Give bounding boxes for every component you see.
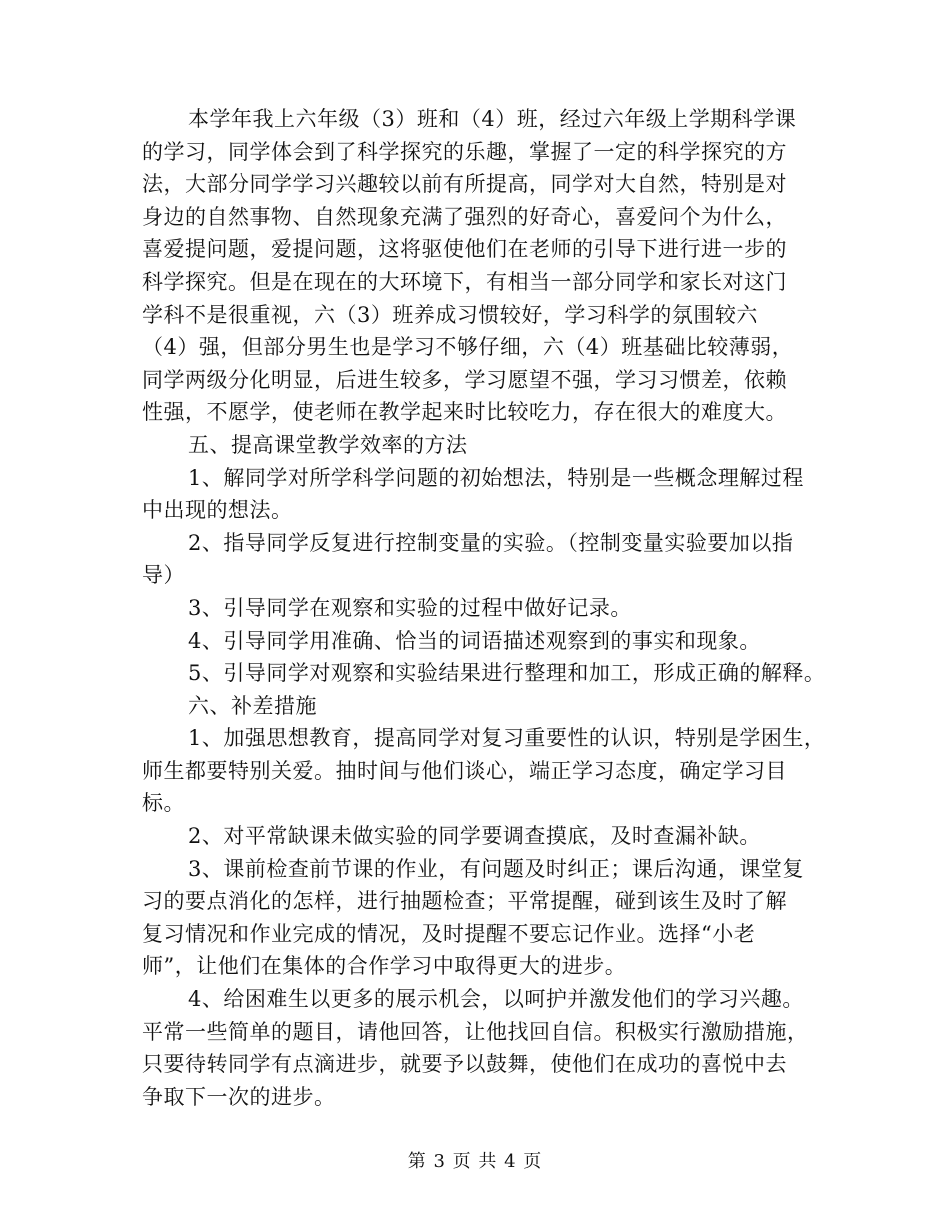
text-line: 5、引导同学对观察和实验结果进行整理和加工，形成正确的解释。 xyxy=(188,661,826,686)
class-situation-paragraph xyxy=(142,103,832,429)
text-line: 师”，让他们在集体的合作学习中取得更大的进步。 xyxy=(142,954,627,979)
text-line: 本学年我上六年级（3）班和（4）班，经过六年级上学期科学课 xyxy=(188,107,797,131)
section-six-heading xyxy=(142,690,832,723)
text-line: 习的要点消化的怎样，进行抽题检查；平常提醒，碰到该生及时了解 xyxy=(142,889,787,914)
method-item-5 xyxy=(142,657,832,690)
remedial-item-3 xyxy=(142,853,832,983)
method-item-4 xyxy=(142,625,832,658)
text-line: 法，大部分同学学习兴趣较以前有所提高，同学对大自然，特别是对 xyxy=(142,172,787,197)
text-line: 喜爱提问题，爱提问题，这将驱使他们在老师的引导下进行进一步的 xyxy=(142,237,787,262)
text-line: 六、补差措施 xyxy=(188,693,317,718)
text-line: 1、加强思想教育，提高同学对复习重要性的认识，特别是学困生， xyxy=(188,726,826,751)
text-line: 2、对平常缺课未做实验的同学要调查摸底，及时查漏补缺。 xyxy=(188,824,761,849)
remedial-item-1 xyxy=(142,722,832,820)
text-line: 只要待转同学有点滴进步，就要予以鼓舞，使他们在成功的喜悦中去 xyxy=(142,1052,787,1077)
text-line: 的学习，同学体会到了科学探究的乐趣，掌握了一定的科学探究的方 xyxy=(142,139,787,164)
text-line: 3、引导同学在观察和实验的过程中做好记录。 xyxy=(188,595,632,620)
method-item-1 xyxy=(142,462,832,527)
text-line: 师生都要特别关爱。抽时间与他们谈心，端正学习态度，确定学习目 xyxy=(142,758,787,783)
text-line: 性强，不愿学，使老师在教学起来时比较吃力，存在很大的难度大。 xyxy=(142,400,787,425)
page-number-footer: 第 3 页 共 4 页 xyxy=(407,1151,543,1172)
text-line: 科学探究。但是在现在的大环境下，有相当一部分同学和家长对这门 xyxy=(142,269,787,294)
remedial-item-4 xyxy=(142,983,832,1113)
text-line: 同学两级分化明显，后进生较多，学习愿望不强，学习习惯差，依赖 xyxy=(142,367,787,392)
document-body xyxy=(142,103,832,1113)
section-five-heading xyxy=(142,429,832,462)
remedial-item-2 xyxy=(142,820,832,853)
text-line: 争取下一次的进步。 xyxy=(142,1084,336,1109)
text-line: 3、课前检查前节课的作业，有问题及时纠正；课后沟通，课堂复 xyxy=(188,856,804,881)
text-line: 4、引导同学用准确、恰当的词语描述观察到的事实和现象。 xyxy=(188,628,761,653)
text-line: 平常一些简单的题目，请他回答，让他找回自信。积极实行激励措施， xyxy=(142,1019,809,1044)
text-line: 中出现的想法。 xyxy=(142,498,293,523)
text-line: 五、提高课堂教学效率的方法 xyxy=(188,432,468,457)
text-line: 身边的自然事物、自然现象充满了强烈的好奇心，喜爱问个为什么， xyxy=(142,204,787,229)
text-line: 学科不是很重视，六（3）班养成习惯较好，学习科学的氛围较六 xyxy=(142,302,758,327)
text-line: 4、给困难生以更多的展示机会，以呵护并激发他们的学习兴趣。 xyxy=(188,987,804,1012)
text-line: 标。 xyxy=(142,791,185,816)
text-line: （4）强，但部分男生也是学习不够仔细，六（4）班基础比较薄弱， xyxy=(142,335,794,360)
method-item-3 xyxy=(142,592,832,625)
text-line: 导） xyxy=(142,563,185,588)
method-item-2 xyxy=(142,527,832,592)
text-line: 1、解同学对所学科学问题的初始想法，特别是一些概念理解过程 xyxy=(188,465,804,490)
text-line: 2、指导同学反复进行控制变量的实验。（控制变量实验要加以指 xyxy=(188,530,794,555)
text-line: 复习情况和作业完成的情况，及时提醒不要忘记作业。选择“小老 xyxy=(142,921,756,946)
